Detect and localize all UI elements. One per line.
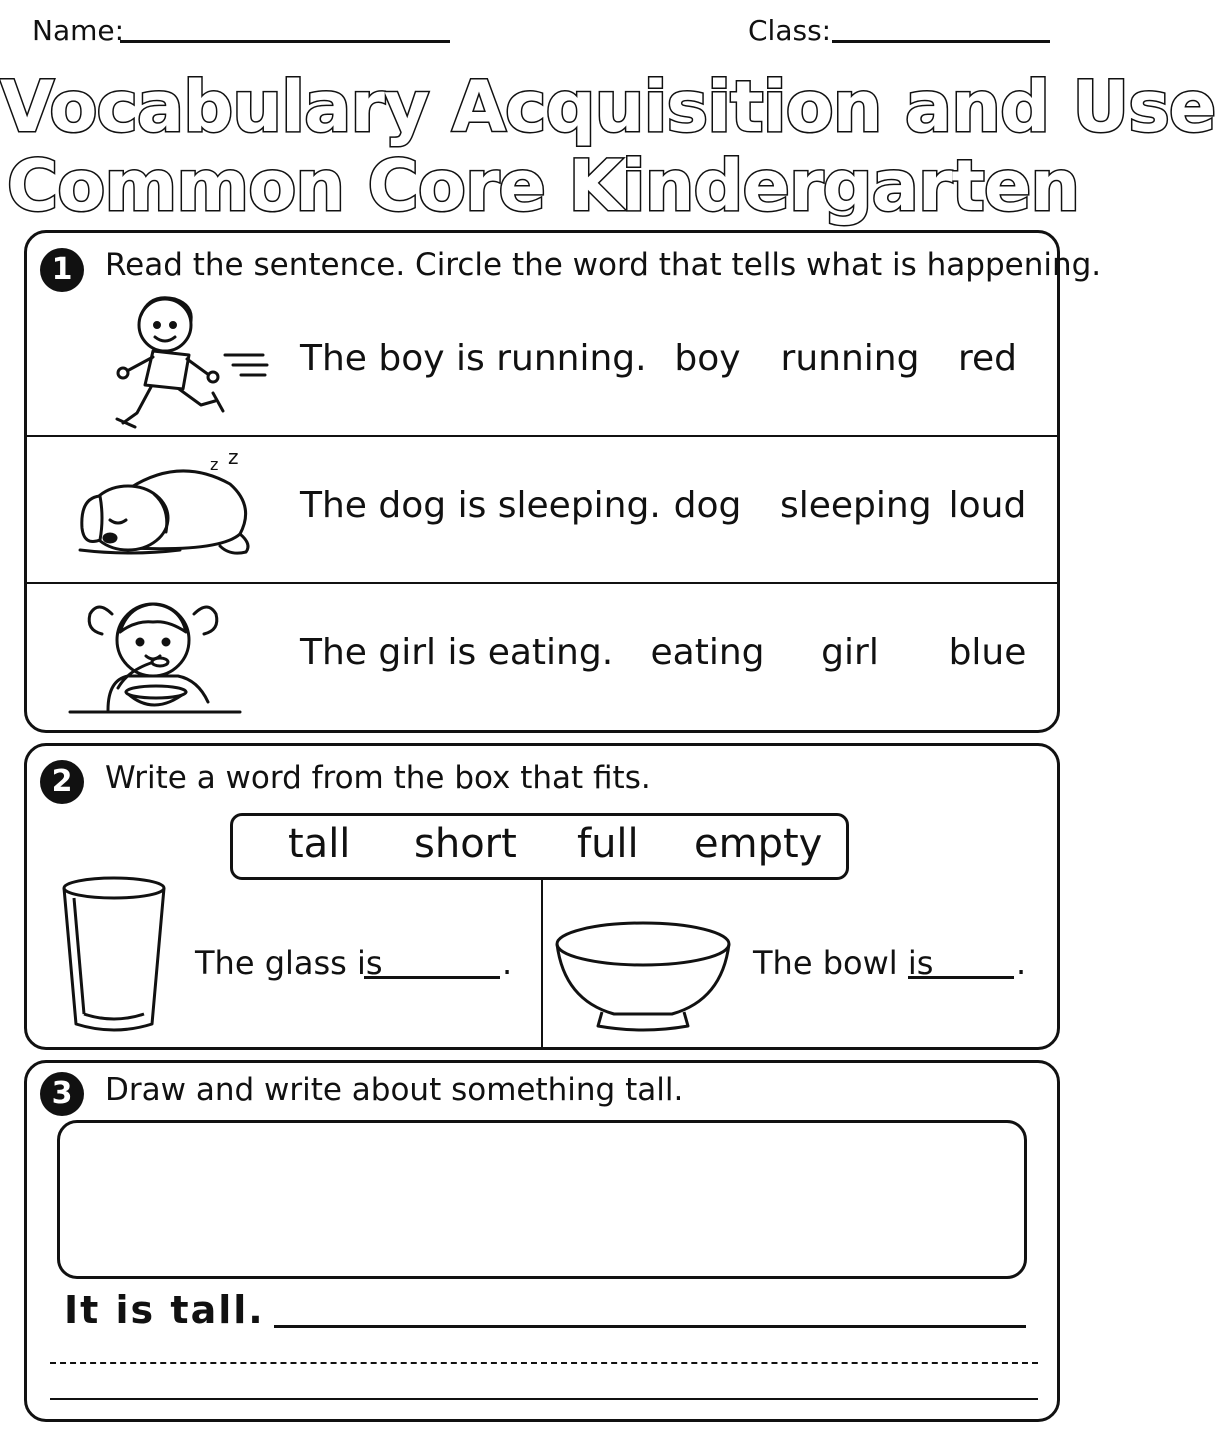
word-bank-item: short	[414, 821, 517, 867]
writing-line[interactable]	[274, 1325, 1026, 1328]
row-divider	[26, 582, 1058, 584]
choice-word[interactable]: loud	[948, 485, 1027, 526]
choice-word[interactable]: boy	[674, 338, 741, 379]
choice-word[interactable]: dog	[673, 485, 742, 526]
section-2-number: 2	[40, 760, 84, 804]
choice-word[interactable]: red	[957, 338, 1017, 379]
title-line-1: Vocabulary Acquisition and Use	[0, 66, 1215, 148]
name-field[interactable]	[120, 40, 450, 43]
word-bank-item: tall	[288, 821, 351, 867]
name-label: Name:	[32, 14, 125, 47]
choice-word[interactable]: running	[780, 338, 920, 379]
class-field[interactable]	[832, 40, 1050, 43]
drawing-box[interactable]	[57, 1120, 1027, 1279]
sentence-3: The girl is eating.	[300, 632, 614, 673]
section-1-instruction: Read the sentence. Circle the word that tells what is happening.	[105, 247, 1102, 283]
glass-illustration	[58, 874, 170, 1038]
svg-text:z: z	[228, 445, 239, 469]
section-1-number: 1	[40, 248, 84, 292]
running-boy-illustration	[105, 285, 275, 435]
class-label: Class:	[748, 14, 832, 47]
section-2-instruction: Write a word from the box that fits.	[105, 760, 651, 796]
section-3-instruction: Draw and write about something tall.	[105, 1072, 684, 1108]
choice-word[interactable]: girl	[821, 632, 879, 673]
word-bank-item: empty	[694, 821, 823, 867]
glass-answer-line[interactable]	[364, 976, 500, 979]
title-line-2: Common Core Kindergarten	[6, 145, 1080, 227]
row-divider	[26, 435, 1058, 437]
bowl-sentence: The bowl is	[753, 944, 934, 982]
glass-sentence: The glass is	[195, 944, 383, 982]
sentence-2: The dog is sleeping.	[300, 485, 661, 526]
section-3-number: 3	[40, 1072, 84, 1116]
bowl-answer-line[interactable]	[908, 976, 1014, 979]
sentence-1: The boy is running.	[300, 338, 647, 379]
word-bank-item: full	[577, 821, 639, 867]
sleeping-dog-illustration	[70, 445, 260, 563]
choice-word[interactable]: blue	[948, 632, 1027, 673]
writing-baseline[interactable]	[50, 1398, 1038, 1400]
bowl-sentence-end: .	[1016, 944, 1027, 982]
choice-word[interactable]: eating	[650, 632, 765, 673]
writing-prompt: It is tall.	[64, 1288, 265, 1332]
svg-text:z: z	[210, 455, 219, 474]
bowl-illustration	[554, 920, 732, 1034]
glass-sentence-end: .	[502, 944, 513, 982]
eating-girl-illustration	[68, 592, 248, 717]
dashed-midline	[50, 1362, 1038, 1364]
choice-word[interactable]: sleeping	[780, 485, 932, 526]
column-divider	[541, 880, 543, 1048]
